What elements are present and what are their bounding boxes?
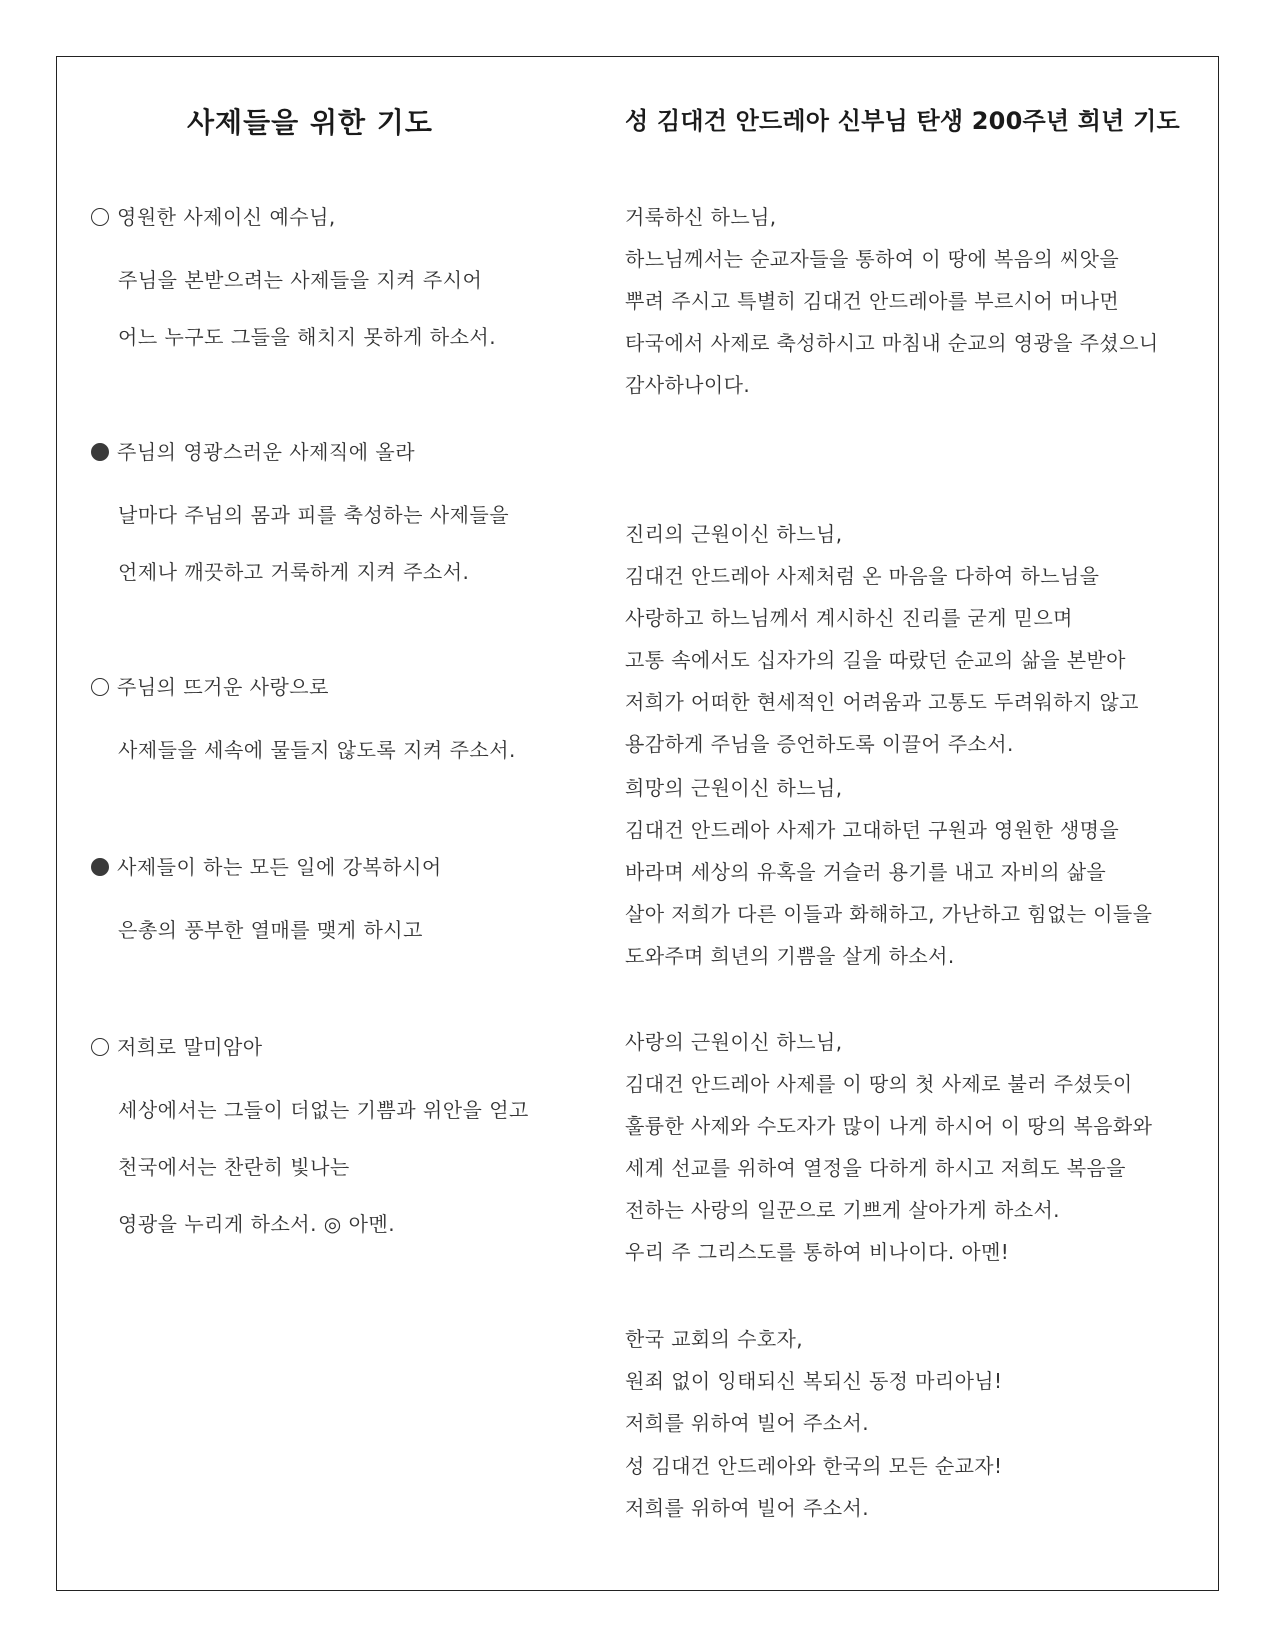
page-frame: [56, 56, 1219, 1591]
stanza-first-line: 영원한 사제이신 예수님,: [117, 205, 336, 229]
paragraph-line: 김대건 안드레아 사제가 고대하던 구원과 영원한 생명을: [625, 818, 1120, 842]
stanza-first-line: 주님의 영광스러운 사제직에 올라: [117, 440, 416, 464]
paragraph-line: 사랑의 근원이신 하느님,: [625, 1030, 843, 1054]
paragraph-line: 희망의 근원이신 하느님,: [625, 776, 843, 800]
paragraph-line: 저희가 어떠한 현세적인 어려움과 고통도 두려워하지 않고: [625, 690, 1139, 714]
paragraph-line: 진리의 근원이신 하느님,: [625, 522, 843, 546]
paragraph-line: 전하는 사랑의 일꾼으로 기쁘게 살아가게 하소서.: [625, 1198, 1060, 1222]
prayer-stanza: [91, 1033, 529, 1238]
prayer-paragraph: [625, 203, 1159, 413]
filled-circle-icon: [91, 858, 109, 876]
stanza-first-line: 사제들이 하는 모든 일에 강복하시어: [117, 855, 442, 879]
paragraph-line: 김대건 안드레아 사제처럼 온 마음을 다하여 하느님을: [625, 564, 1100, 588]
jubilee-prayer-title: 성 김대건 안드레아 신부님 탄생 200주년 희년 기도: [625, 107, 1180, 135]
paragraph-line: 성 김대건 안드레아와 한국의 모든 순교자!: [625, 1454, 1003, 1478]
paragraph-line: 고통 속에서도 십자가의 길을 따랐던 순교의 삶을 본받아: [625, 648, 1126, 672]
paragraph-line: 세계 선교를 위하여 열정을 다하게 하시고 저희도 복음을: [625, 1156, 1126, 1180]
stanza-first-line: 저희로 말미암아: [117, 1035, 263, 1059]
paragraph-line: 저희를 위하여 빌어 주소서.: [625, 1496, 869, 1520]
prayer-paragraph: [625, 1452, 1002, 1536]
stanza-line: 어느 누구도 그들을 해치지 못하게 하소서.: [118, 325, 497, 349]
paragraph-line: 사랑하고 하느님께서 계시하신 진리를 굳게 믿으며: [625, 606, 1073, 630]
open-circle-icon: [91, 678, 109, 696]
paragraph-line: 김대건 안드레아 사제를 이 땅의 첫 사제로 불러 주셨듯이: [625, 1072, 1133, 1096]
paragraph-line: 용감하게 주님을 증언하도록 이끌어 주소서.: [625, 732, 1014, 756]
prayer-paragraph: [625, 774, 1152, 984]
paragraph-line: 원죄 없이 잉태되신 복되신 동정 마리아님!: [625, 1369, 1003, 1393]
paragraph-line: 살아 저희가 다른 이들과 화해하고, 가난하고 힘없는 이들을: [625, 902, 1153, 926]
prayer-paragraph: [625, 1028, 1152, 1280]
stanza-first-line: 주님의 뜨거운 사랑으로: [117, 675, 329, 699]
stanza-line: 은총의 풍부한 열매를 맺게 하시고: [118, 918, 423, 942]
paragraph-line: 도와주며 희년의 기쁨을 살게 하소서.: [625, 944, 955, 968]
stanza-line: 세상에서는 그들이 더없는 기쁨과 위안을 얻고: [118, 1098, 529, 1122]
priests-prayer-title: 사제들을 위한 기도: [187, 106, 433, 139]
paragraph-line: 바라며 세상의 유혹을 거슬러 용기를 내고 자비의 삶을: [625, 860, 1107, 884]
stanza-line: 천국에서는 찬란히 빛나는: [118, 1155, 350, 1179]
paragraph-line: 뿌려 주시고 특별히 김대건 안드레아를 부르시어 머나먼: [625, 289, 1120, 313]
prayer-stanza: [91, 853, 442, 944]
prayer-stanza: [91, 203, 496, 351]
prayer-stanza: [91, 673, 516, 764]
stanza-line: 영광을 누리게 하소서. ◎ 아멘.: [118, 1212, 396, 1236]
paragraph-line: 타국에서 사제로 축성하시고 마침내 순교의 영광을 주셨으니: [625, 331, 1159, 355]
open-circle-icon: [91, 208, 109, 226]
stanza-line: 날마다 주님의 몸과 피를 축성하는 사제들을: [118, 503, 510, 527]
paragraph-line: 거룩하신 하느님,: [625, 205, 777, 229]
paragraph-line: 감사하나이다.: [625, 373, 751, 397]
paragraph-line: 저희를 위하여 빌어 주소서.: [625, 1411, 869, 1435]
paragraph-line: 훌륭한 사제와 수도자가 많이 나게 하시어 이 땅의 복음화와: [625, 1114, 1153, 1138]
paragraph-line: 하느님께서는 순교자들을 통하여 이 땅에 복음의 씨앗을: [625, 247, 1120, 271]
stanza-line: 주님을 본받으려는 사제들을 지켜 주시어: [118, 268, 483, 292]
prayer-paragraph: [625, 520, 1139, 772]
prayer-stanza: [91, 438, 509, 586]
stanza-line: 언제나 깨끗하고 거룩하게 지켜 주소서.: [118, 560, 470, 584]
open-circle-icon: [91, 1038, 109, 1056]
filled-circle-icon: [91, 443, 109, 461]
prayer-paragraph: [625, 1325, 1002, 1451]
stanza-line: 사제들을 세속에 물들지 않도록 지켜 주소서.: [118, 738, 516, 762]
paragraph-line: 한국 교회의 수호자,: [625, 1327, 804, 1351]
paragraph-line: 우리 주 그리스도를 통하여 비나이다. 아멘!: [625, 1240, 1010, 1264]
